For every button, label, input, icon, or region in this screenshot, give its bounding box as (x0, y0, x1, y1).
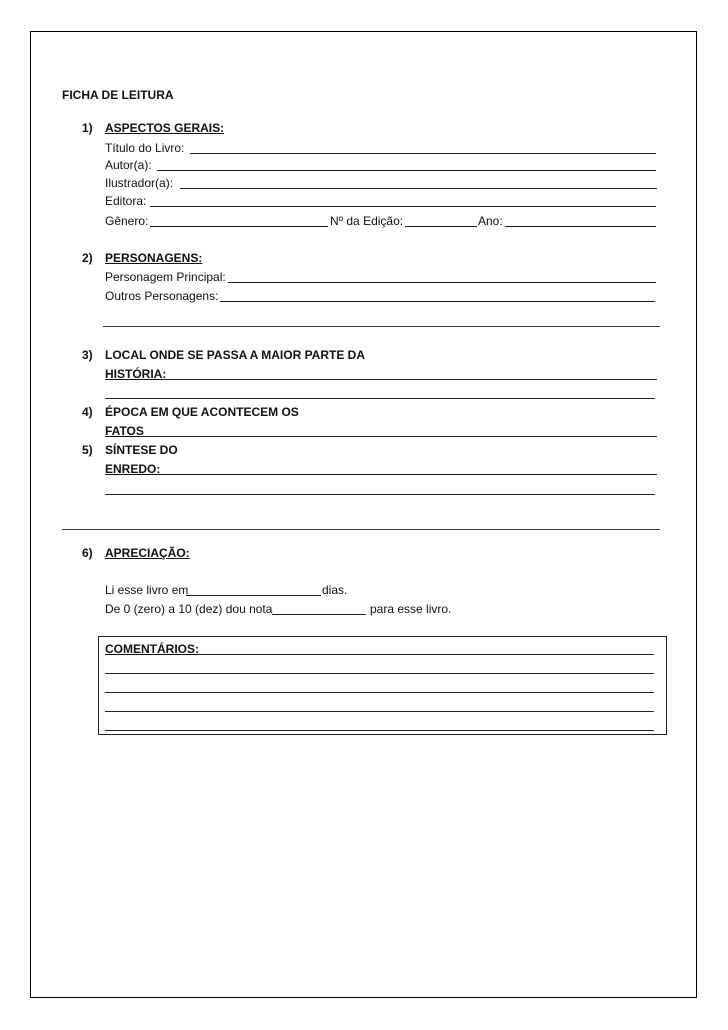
section-6-heading: APRECIAÇÃO: (105, 546, 190, 560)
outros-personagens-field[interactable] (220, 301, 655, 302)
autor-field[interactable] (157, 170, 656, 171)
section-3-number: 3) (82, 348, 93, 362)
comments-label: COMENTÁRIOS: (105, 642, 199, 656)
comments-line-4[interactable] (105, 711, 654, 712)
section-4-heading-line1: ÉPOCA EM QUE ACONTECEM OS (105, 405, 299, 419)
ano-field[interactable] (505, 226, 656, 227)
read-days-field[interactable] (186, 595, 321, 596)
section-5-heading-line2: ENREDO: (105, 462, 161, 476)
epoca-field[interactable] (140, 436, 657, 437)
edicao-field[interactable] (405, 226, 477, 227)
comments-line-5[interactable] (105, 730, 654, 731)
section-2-number: 2) (82, 251, 93, 265)
section-1-heading: ASPECTOS GERAIS: (105, 121, 225, 135)
enredo-field-line2[interactable] (105, 494, 655, 495)
ilustrador-label: Ilustrador(a): (105, 176, 174, 190)
edicao-label: Nº da Edição: (330, 214, 404, 228)
section-4-heading-line2: FATOS (105, 424, 144, 438)
comments-line-3[interactable] (105, 692, 654, 693)
local-field[interactable] (162, 379, 657, 380)
personagem-principal-label: Personagem Principal: (105, 270, 226, 284)
genero-label: Gênero: (105, 214, 149, 228)
section-4-number: 4) (82, 405, 93, 419)
genero-field[interactable] (150, 226, 328, 227)
autor-label: Autor(a): (105, 158, 152, 172)
section-5-number: 5) (82, 443, 93, 457)
personagem-principal-field[interactable] (228, 282, 656, 283)
section-5-separator (62, 529, 660, 530)
local-field-line2[interactable] (105, 398, 655, 399)
comments-line-2[interactable] (105, 673, 654, 674)
editora-label: Editora: (105, 194, 147, 208)
section-5-heading-line1: SÍNTESE DO (105, 443, 178, 457)
section-2-heading: PERSONAGENS: (105, 251, 203, 265)
outros-personagens-label: Outros Personagens: (105, 289, 219, 303)
titulo-field[interactable] (190, 153, 656, 154)
grade-suffix: para esse livro. (370, 602, 452, 616)
comments-line-1[interactable] (196, 654, 654, 655)
section-3-heading-line2: HISTÓRIA: (105, 367, 167, 381)
ilustrador-field[interactable] (180, 188, 657, 189)
page-title: FICHA DE LEITURA (62, 88, 174, 102)
editora-field[interactable] (150, 206, 656, 207)
titulo-label: Título do Livro: (105, 141, 185, 155)
section-6-number: 6) (82, 546, 93, 560)
grade-prefix: De 0 (zero) a 10 (dez) dou nota (105, 602, 273, 616)
ano-label: Ano: (478, 214, 503, 228)
read-days-suffix: dias. (322, 583, 348, 597)
section-2-separator (103, 326, 660, 327)
section-3-heading-line1: LOCAL ONDE SE PASSA A MAIOR PARTE DA (105, 348, 366, 362)
grade-field[interactable] (272, 614, 366, 615)
read-days-prefix: Li esse livro em (105, 583, 189, 597)
section-1-number: 1) (82, 121, 93, 135)
enredo-field[interactable] (160, 474, 657, 475)
